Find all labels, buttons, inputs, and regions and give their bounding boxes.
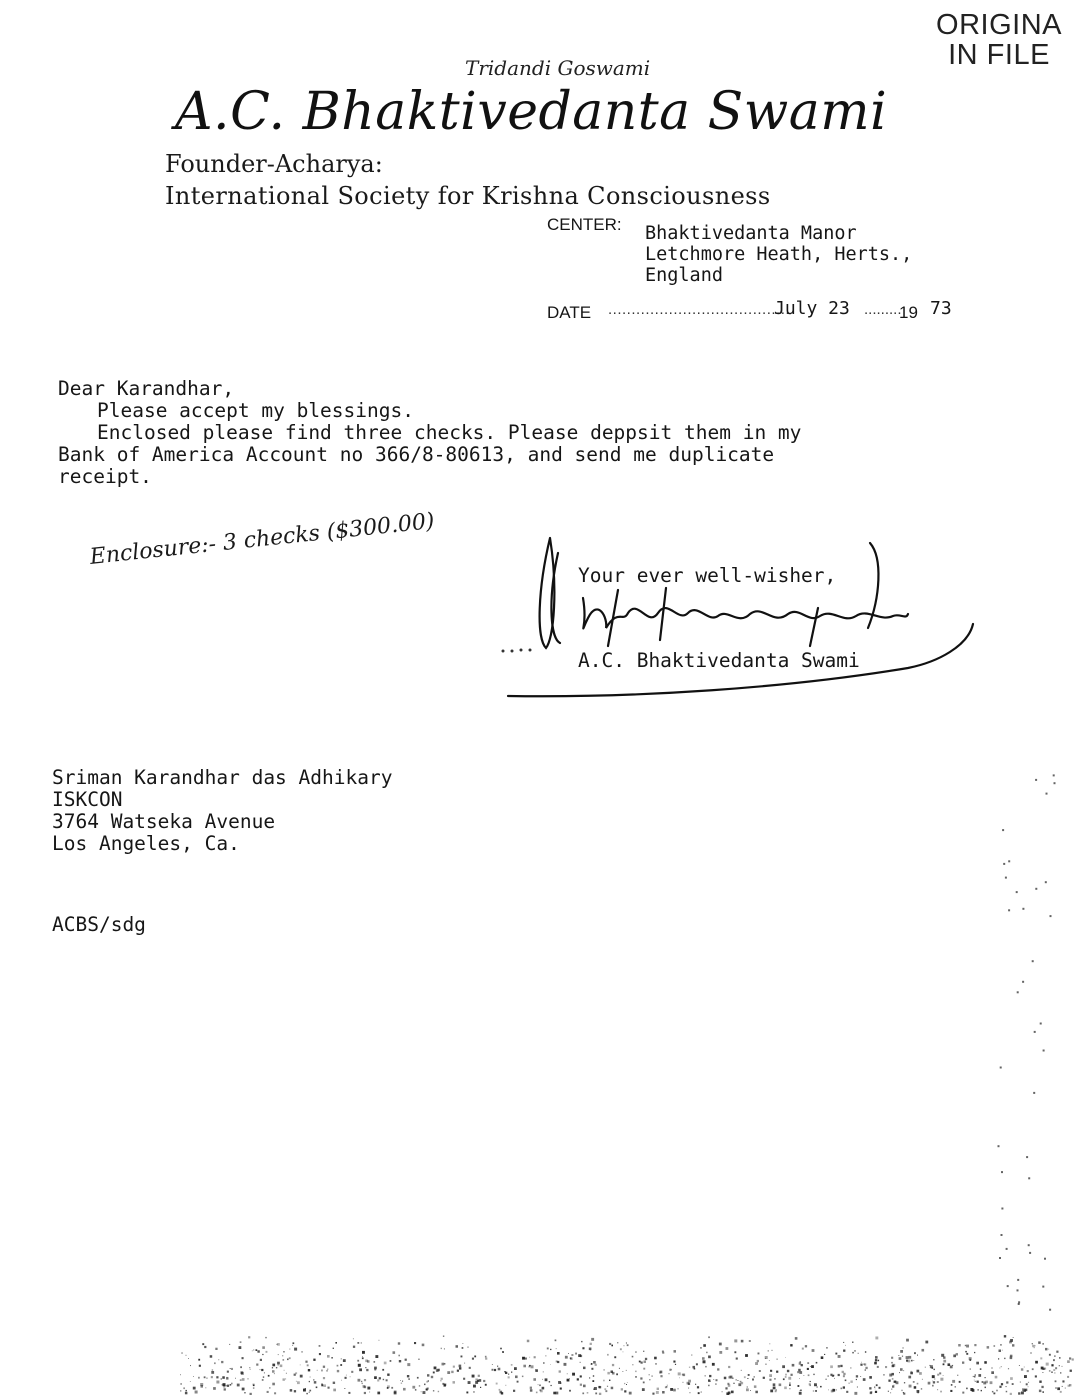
salutation: Dear Karandhar, xyxy=(58,377,235,400)
letterhead-title: Tridandi Goswami xyxy=(465,56,651,80)
address-line: Bhaktivedanta Manor xyxy=(645,223,857,244)
letterhead-society: International Society for Krishna Consciousness xyxy=(165,182,771,210)
address-line: England xyxy=(645,265,723,286)
recipient-line: 3764 Watseka Avenue xyxy=(52,810,276,833)
date-year-prefix: 19 xyxy=(899,303,918,322)
recipient-line: Los Angeles, Ca. xyxy=(52,832,240,855)
date-year: 73 xyxy=(930,298,952,319)
letterhead-name: A.C. Bhaktivedanta Swami xyxy=(175,82,888,142)
address-line: Letchmore Heath, Herts., xyxy=(645,244,913,265)
closing-phrase: Your ever well-wisher, xyxy=(578,564,837,587)
signer-name: A.C. Bhaktivedanta Swami xyxy=(578,649,860,672)
recipient-line: Sriman Karandhar das Adhikary xyxy=(52,766,393,789)
date-leader-dots: ....................................... xyxy=(608,301,791,318)
letterhead-role: Founder-Acharya: xyxy=(165,150,383,178)
center-label: CENTER: xyxy=(547,215,622,234)
date-label: DATE xyxy=(547,303,592,322)
stamp-line-1: ORIGINA xyxy=(936,9,1062,41)
date-value: July 23 xyxy=(774,298,850,319)
recipient-line: ISKCON xyxy=(52,788,123,811)
paragraph-enclosed-line: Bank of America Account no 366/8-80613, and send me duplicate xyxy=(58,443,775,466)
handwritten-enclosure-note: Enclosure:- 3 checks ($300.00) xyxy=(88,508,436,570)
paragraph-enclosed-line: receipt. xyxy=(58,465,152,488)
paragraph-enclosed-line: Enclosed please find three checks. Please deppsit them in my xyxy=(97,421,802,444)
stamp-line-2: IN FILE xyxy=(948,39,1050,71)
date-leader-dots: ......... xyxy=(864,301,902,318)
typist-initials: ACBS/sdg xyxy=(52,913,146,936)
paragraph-blessings: Please accept my blessings. xyxy=(97,399,414,422)
